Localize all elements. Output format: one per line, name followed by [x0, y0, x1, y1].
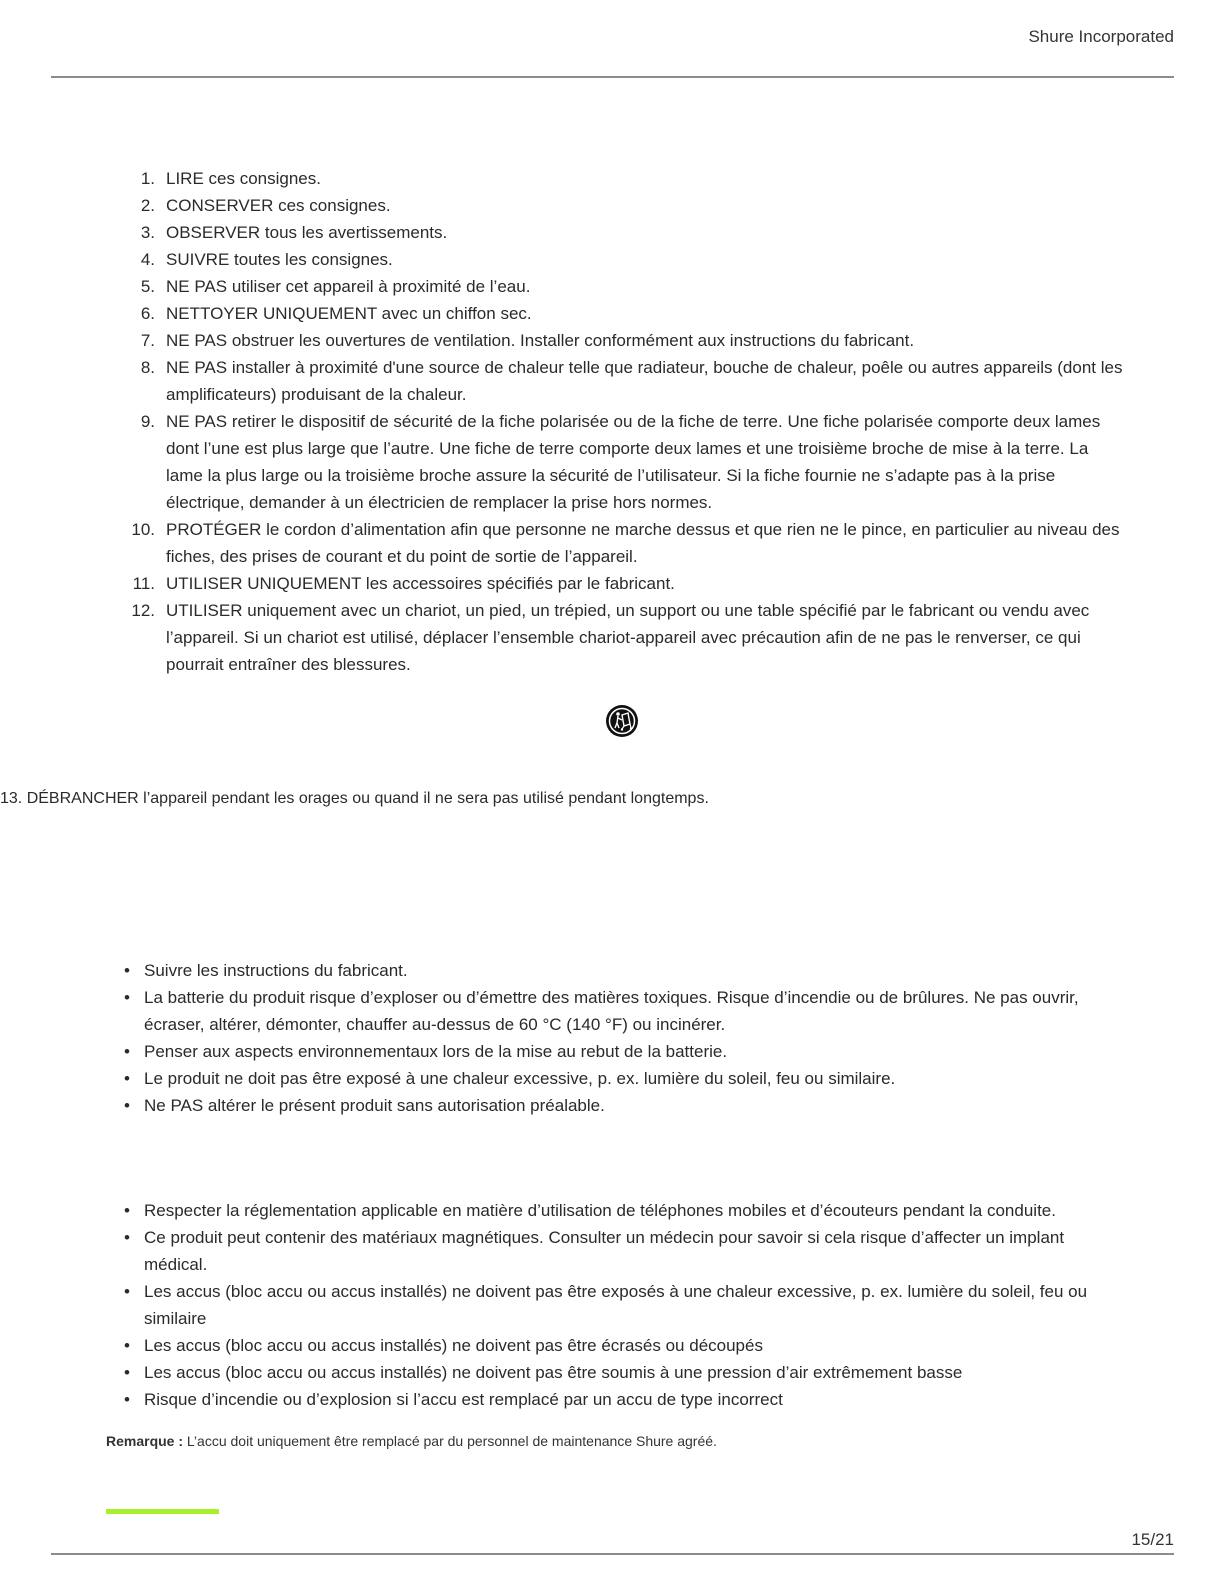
list-item-number: 3. — [140, 223, 155, 242]
list-item-text: Le produit ne doit pas être exposé à une chaleur excessive, p. ex. lumière du soleil, feu ou similaire. — [144, 1069, 896, 1088]
list-item — [0, 1197, 1225, 1224]
bullet-icon: • — [124, 1069, 130, 1088]
list-item — [0, 516, 1225, 570]
bullet-icon: • — [124, 961, 130, 980]
list-item — [0, 273, 1225, 300]
list-item-number: 11. — [132, 574, 155, 593]
list-item-number: 2. — [140, 196, 155, 215]
list-item — [0, 192, 1225, 219]
list-item-text: LIRE ces consignes. — [166, 169, 321, 188]
list-item-number: 9. — [140, 412, 155, 431]
list-item — [0, 300, 1225, 327]
list-item-text: NE PAS installer à proximité d'une source de chaleur telle que radiateur, bouche de chaleur, poêle ou autres appareils (dont les amplificateurs) produisant de la chaleur. — [166, 358, 1123, 404]
list-item — [0, 327, 1225, 354]
safety-instructions-list — [0, 165, 1225, 678]
list-item-number: 1. — [140, 169, 155, 188]
bullet-icon: • — [124, 1201, 130, 1220]
list-item-text: Suivre les instructions du fabricant. — [144, 961, 408, 980]
list-item-number: 8. — [140, 358, 155, 377]
additional-warnings-list — [0, 1197, 1225, 1413]
cart-tip-over-warning-icon — [605, 704, 639, 738]
bullet-icon: • — [124, 1336, 130, 1355]
bullet-icon: • — [124, 988, 130, 1007]
list-item-text: NE PAS obstruer les ouvertures de ventilation. Installer conformément aux instructions du fabricant. — [166, 331, 915, 350]
list-item-text: Les accus (bloc accu ou accus installés) ne doivent pas être exposés à une chaleur excessive, p. ex. lumière du soleil, feu ou similaire — [144, 1282, 1088, 1328]
list-item — [0, 597, 1225, 678]
list-item — [0, 1224, 1225, 1278]
list-item-number: 4. — [140, 250, 155, 269]
page-number: 15/21 — [1131, 1530, 1174, 1549]
list-item — [0, 1359, 1225, 1386]
list-item-number: 7. — [140, 331, 155, 350]
note-label: Remarque : — [106, 1433, 184, 1449]
list-item-number: 12. — [131, 601, 155, 620]
list-item — [0, 1092, 1225, 1119]
list-item-text: NETTOYER UNIQUEMENT avec un chiffon sec. — [166, 304, 532, 323]
header-divider — [51, 76, 1174, 78]
list-item-text: NE PAS retirer le dispositif de sécurité de la fiche polarisée ou de la fiche de terre. Une fiche polarisée comporte deux lames dont l’une est plus large que l’autre. Une fiche de terre comporte deux lames et une troisième broche de mise à la terre. La lame la plus large ou la troisième broche assure la sécurité de l’utilisateur. Si la fiche fournie ne s’adapte pas à la prise électrique, demander à un électricien de remplacer la prise hors normes. — [166, 412, 1101, 512]
list-item-text: UTILISER uniquement avec un chariot, un pied, un trépied, un support ou une table spécifié par le fabricant ou vendu avec l’appareil. Si un chariot est utilisé, déplacer l’ensemble chariot-appareil avec précaution afin de ne pas le renverser, ce qui pourrait entraîner des blessures. — [166, 601, 1090, 674]
footer-divider — [51, 1553, 1174, 1555]
list-item — [0, 1038, 1225, 1065]
bullet-icon: • — [124, 1363, 130, 1382]
safety-instructions-list-continued — [0, 790, 1225, 808]
bullet-icon: • — [124, 1042, 130, 1061]
list-item-text: Risque d’incendie ou d’explosion si l’accu est remplacé par un accu de type incorrect — [144, 1390, 783, 1409]
list-item — [0, 570, 1225, 597]
list-item-number: 13. — [0, 790, 23, 807]
list-item — [0, 1278, 1225, 1332]
list-item-text: La batterie du produit risque d’exploser ou d’émettre des matières toxiques. Risque d’incendie ou de brûlures. Ne pas ouvrir, écraser, altérer, démonter, chauffer au-dessus de 60 °C (140 °F) ou incinérer. — [144, 988, 1079, 1034]
list-item-number: 6. — [140, 304, 155, 323]
list-item-text: NE PAS utiliser cet appareil à proximité de l’eau. — [166, 277, 531, 296]
list-item — [0, 219, 1225, 246]
list-item — [0, 408, 1225, 516]
list-item — [0, 246, 1225, 273]
list-item-text: OBSERVER tous les avertissements. — [166, 223, 448, 242]
header-company-name: Shure Incorporated — [1028, 27, 1174, 46]
list-item-text: Les accus (bloc accu ou accus installés) ne doivent pas être soumis à une pression d’air extrêmement basse — [144, 1363, 963, 1382]
bullet-icon: • — [124, 1390, 130, 1409]
list-item-text: Ne PAS altérer le présent produit sans autorisation préalable. — [144, 1096, 605, 1115]
list-item-text: CONSERVER ces consignes. — [166, 196, 391, 215]
note — [106, 1433, 717, 1449]
list-item — [0, 984, 1225, 1038]
note-text: L’accu doit uniquement être remplacé par du personnel de maintenance Shure agréé. — [186, 1433, 717, 1449]
bullet-icon: • — [124, 1282, 130, 1301]
list-item — [0, 790, 1225, 808]
list-item-number: 10. — [131, 520, 155, 539]
list-item — [0, 957, 1225, 984]
list-item-text: Les accus (bloc accu ou accus installés) ne doivent pas être écrasés ou découpés — [144, 1336, 763, 1355]
list-item — [0, 1332, 1225, 1359]
list-item-text: Penser aux aspects environnementaux lors de la mise au rebut de la batterie. — [144, 1042, 728, 1061]
list-item-number: 5. — [140, 277, 155, 296]
battery-warnings-list — [0, 957, 1225, 1119]
list-item-text: SUIVRE toutes les consignes. — [166, 250, 393, 269]
list-item — [0, 354, 1225, 408]
list-item-text: UTILISER UNIQUEMENT les accessoires spécifiés par le fabricant. — [166, 574, 675, 593]
bullet-icon: • — [124, 1228, 130, 1247]
list-item-text: Ce produit peut contenir des matériaux magnétiques. Consulter un médecin pour savoir si cela risque d’affecter un implant médical. — [144, 1228, 1065, 1274]
list-item — [0, 1386, 1225, 1413]
list-item-text: PROTÉGER le cordon d’alimentation afin que personne ne marche dessus et que rien ne le pince, en particulier au niveau des fiches, des prises de courant et du point de sortie de l’appareil. — [166, 520, 1120, 566]
list-item-text: Respecter la réglementation applicable en matière d’utilisation de téléphones mobiles et d’écouteurs pendant la conduite. — [144, 1201, 1056, 1220]
list-item-text: DÉBRANCHER l’appareil pendant les orages ou quand il ne sera pas utilisé pendant longtemps. — [26, 790, 709, 807]
bullet-icon: • — [124, 1096, 130, 1115]
list-item — [0, 1065, 1225, 1092]
list-item — [0, 165, 1225, 192]
accent-bar — [106, 1509, 219, 1514]
